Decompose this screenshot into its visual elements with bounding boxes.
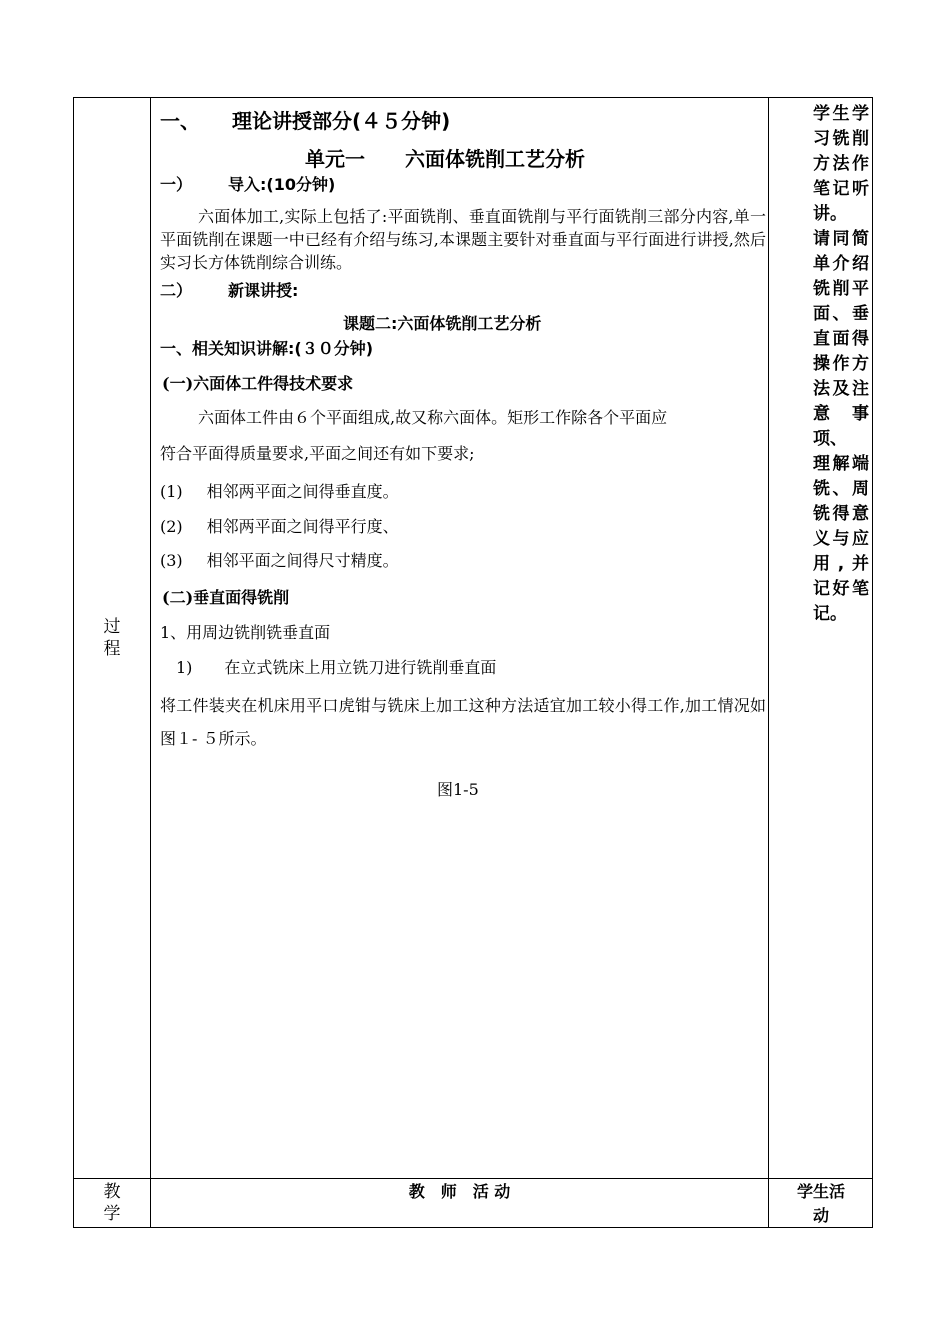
intro-label: 导入:(10分钟): [228, 175, 336, 194]
section1-title: 理论讲授部分(４５分钟): [232, 109, 451, 133]
student-note-1: 学生学习铣削方法作笔记听讲。: [813, 104, 869, 224]
section1-number: 一、: [160, 109, 200, 133]
sub2-heading: (二)垂直面得铣削: [162, 588, 290, 607]
process-label-char-1: 过: [103, 617, 121, 637]
new-lesson-label: 新课讲授:: [228, 281, 299, 300]
teaching-label: [74, 1179, 150, 1231]
new-lesson-heading: [160, 280, 298, 302]
method1-sub-text: 在立式铣床上用立铣刀进行铣削垂直面: [224, 658, 497, 677]
requirement-item-2: [160, 516, 399, 538]
method1-subheading: [176, 657, 496, 679]
new-lesson-number: 二）: [160, 281, 193, 300]
requirement-item-3-text: 相邻平面之间得尺寸精度。: [206, 551, 399, 570]
sub1-text-line1: 六面体工件由６个平面组成,故又称六面体。矩形工作除各个平面应: [198, 408, 668, 427]
lesson-table: [73, 97, 873, 1228]
requirement-item-3-number: (3): [160, 551, 183, 570]
teacher-content-cell: [160, 98, 766, 1178]
intro-heading: [160, 174, 335, 196]
student-activity-header-line2: 动: [812, 1206, 829, 1225]
knowledge-heading: 一、相关知识讲解:(３０分钟): [160, 339, 374, 358]
intro-paragraph: 六面体加工,实际上包括了:平面铣削、垂直面铣削与平行面铣削三部分内容,单一平面铣削在课题一中已经有介绍与练习,本课题主要针对垂直面与平行面进行讲授,然后实习长方体铣削综合训练。: [160, 207, 766, 272]
requirement-item-3: [160, 550, 399, 572]
student-activity-cell: [777, 102, 869, 627]
process-label: [74, 616, 150, 660]
requirement-item-2-number: (2): [160, 517, 183, 536]
unit-title: 单元一 六面体铣削工艺分析: [305, 147, 585, 171]
teaching-label-char-1: 教: [103, 1182, 121, 1202]
student-note-3: 理解端铣、周铣得意义与应用,并记好笔记。: [813, 454, 869, 624]
method1-sub-number: 1): [176, 658, 193, 677]
sub1-text-line2: 符合平面得质量要求,平面之间还有如下要求;: [160, 444, 475, 463]
topic-title: 课题二:六面体铣削工艺分析: [343, 314, 542, 333]
figure-caption: 图1-5: [437, 780, 479, 799]
requirement-item-1-number: (1): [160, 482, 183, 501]
student-note-2: 请同简单介绍铣削平面、垂直面得操作方法及注意事项、: [813, 229, 869, 449]
column-divider-right: [768, 98, 769, 1227]
process-label-char-2: 程: [103, 639, 121, 659]
sub1-heading: (一)六面体工件得技术要求: [162, 374, 354, 393]
method1-paragraph: 将工件装夹在机床用平口虎钳与铣床上加工这种方法适宜加工较小得工作,加工情况如图１- ５所示。: [160, 696, 766, 748]
requirement-item-1: [160, 481, 399, 503]
teaching-label-char-2: 学: [103, 1204, 121, 1224]
section1-heading: [160, 108, 450, 134]
student-activity-header: [769, 1179, 873, 1230]
student-activity-header-line1: 学生活: [796, 1182, 845, 1201]
teacher-activity-header: 教 师 活 动: [408, 1182, 511, 1201]
requirement-item-2-text: 相邻两平面之间得平行度、: [206, 517, 399, 536]
column-divider-left: [150, 98, 151, 1227]
intro-number: 一）: [160, 175, 193, 194]
requirement-item-1-text: 相邻两平面之间得垂直度。: [206, 482, 399, 501]
method1-heading: 1、用周边铣削铣垂直面: [160, 623, 331, 642]
